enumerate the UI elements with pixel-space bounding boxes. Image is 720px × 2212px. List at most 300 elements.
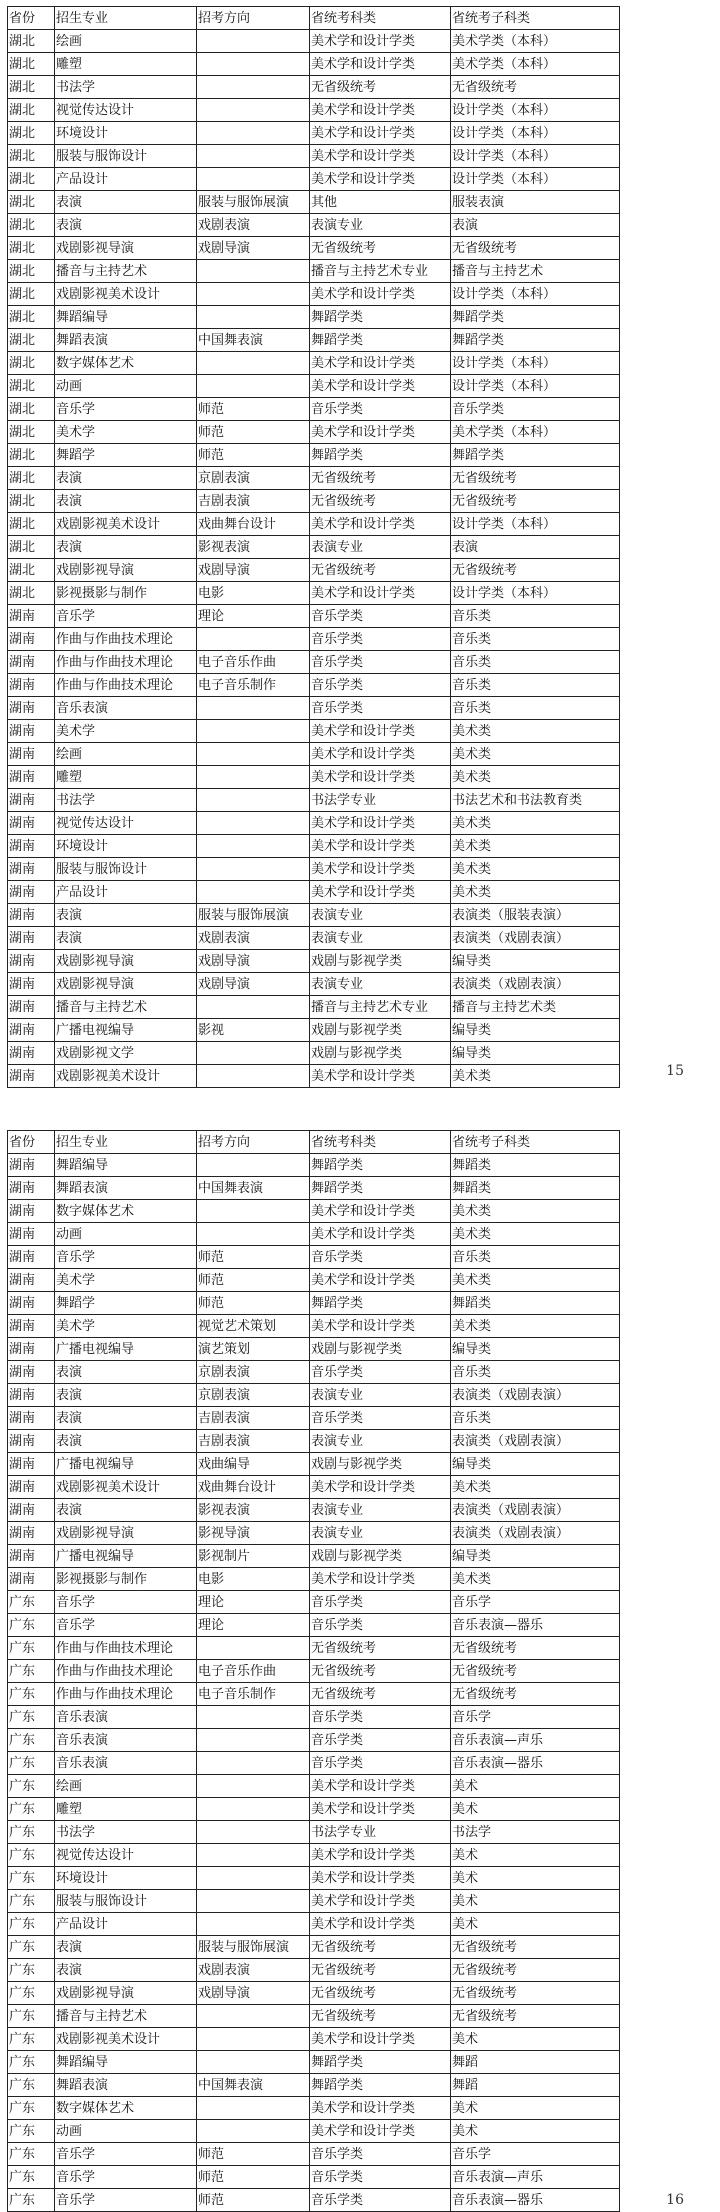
- table-row: [8, 651, 620, 674]
- cell-major: 服装与服饰设计: [55, 858, 197, 881]
- cell-exam-subcategory: 无省级统考: [451, 1959, 620, 1982]
- cell-province: 湖南: [8, 605, 55, 628]
- cell-major: 音乐学: [55, 605, 197, 628]
- cell-exam-category: 美术学和设计学类: [310, 1476, 451, 1499]
- cell-province: 湖南: [8, 1522, 55, 1545]
- cell-direction: 师范: [197, 2189, 310, 2212]
- table-row: [8, 1476, 620, 1499]
- cell-exam-subcategory: 表演类（戏剧表演）: [451, 973, 620, 996]
- cell-major: 动画: [55, 2120, 197, 2143]
- cell-major: 绘画: [55, 1775, 197, 1798]
- cell-exam-subcategory: 无省级统考: [451, 76, 620, 99]
- cell-direction: 师范: [197, 2166, 310, 2189]
- cell-exam-category: 美术学和设计学类: [310, 1775, 451, 1798]
- table-row: [8, 375, 620, 398]
- cell-exam-category: 美术学和设计学类: [310, 582, 451, 605]
- cell-major: 动画: [55, 375, 197, 398]
- cell-major: 绘画: [55, 30, 197, 53]
- cell-province: 湖南: [8, 1384, 55, 1407]
- table-row: [8, 237, 620, 260]
- cell-exam-subcategory: 美术学类（本科）: [451, 30, 620, 53]
- cell-province: 湖北: [8, 237, 55, 260]
- cell-exam-subcategory: 美术类: [451, 881, 620, 904]
- cell-exam-subcategory: 无省级统考: [451, 1660, 620, 1683]
- cell-direction: [197, 996, 310, 1019]
- cell-major: 广播电视编导: [55, 1545, 197, 1568]
- cell-direction: 服装与服饰展演: [197, 1936, 310, 1959]
- cell-major: 音乐学: [55, 398, 197, 421]
- cell-exam-category: 音乐学类: [310, 605, 451, 628]
- cell-direction: 师范: [197, 1269, 310, 1292]
- cell-exam-subcategory: 无省级统考: [451, 1982, 620, 2005]
- table-row: [8, 996, 620, 1019]
- cell-province: 湖北: [8, 191, 55, 214]
- cell-exam-subcategory: 音乐类: [451, 697, 620, 720]
- cell-exam-subcategory: 设计学类（本科）: [451, 283, 620, 306]
- cell-direction: [197, 1867, 310, 1890]
- cell-province: 湖北: [8, 398, 55, 421]
- cell-direction: 中国舞表演: [197, 1177, 310, 1200]
- table-row: [8, 1361, 620, 1384]
- cell-exam-subcategory: 音乐类: [451, 1246, 620, 1269]
- cell-exam-subcategory: 设计学类（本科）: [451, 352, 620, 375]
- cell-major: 书法学: [55, 76, 197, 99]
- cell-direction: [197, 122, 310, 145]
- cell-province: 湖南: [8, 1154, 55, 1177]
- cell-province: 湖北: [8, 283, 55, 306]
- cell-exam-subcategory: 音乐类: [451, 1361, 620, 1384]
- cell-exam-category: 舞蹈学类: [310, 1292, 451, 1315]
- table-row: [8, 513, 620, 536]
- cell-direction: 电子音乐制作: [197, 1683, 310, 1706]
- cell-direction: 吉剧表演: [197, 490, 310, 513]
- table-row: [8, 973, 620, 996]
- cell-exam-subcategory: 表演类（戏剧表演）: [451, 1430, 620, 1453]
- cell-exam-subcategory: 美术: [451, 2097, 620, 2120]
- table-row: [8, 628, 620, 651]
- cell-major: 播音与主持艺术: [55, 996, 197, 1019]
- cell-province: 湖南: [8, 950, 55, 973]
- table-row: [8, 1660, 620, 1683]
- table-row: [8, 260, 620, 283]
- cell-direction: 影视表演: [197, 536, 310, 559]
- table-row: [8, 2166, 620, 2189]
- table-row: [8, 1752, 620, 1775]
- header-cell: 省统考子科类: [451, 7, 620, 30]
- table-row: [8, 674, 620, 697]
- cell-direction: 戏曲编导: [197, 1453, 310, 1476]
- page-number: 15: [666, 1063, 684, 1079]
- cell-exam-category: 其他: [310, 191, 451, 214]
- cell-exam-category: 美术学和设计学类: [310, 1913, 451, 1936]
- cell-direction: 服装与服饰展演: [197, 191, 310, 214]
- cell-exam-category: 无省级统考: [310, 1936, 451, 1959]
- cell-province: 广东: [8, 1798, 55, 1821]
- table-row: [8, 2189, 620, 2212]
- cell-major: 表演: [55, 1384, 197, 1407]
- cell-major: 音乐学: [55, 1614, 197, 1637]
- cell-exam-subcategory: 舞蹈类: [451, 1154, 620, 1177]
- cell-exam-category: 戏剧与影视学类: [310, 1042, 451, 1065]
- cell-major: 广播电视编导: [55, 1019, 197, 1042]
- cell-major: 表演: [55, 467, 197, 490]
- cell-direction: [197, 260, 310, 283]
- cell-exam-category: 无省级统考: [310, 1660, 451, 1683]
- cell-exam-category: 无省级统考: [310, 467, 451, 490]
- header-cell: 招考方向: [197, 7, 310, 30]
- cell-exam-category: 音乐学类: [310, 1729, 451, 1752]
- cell-exam-subcategory: 服装表演: [451, 191, 620, 214]
- cell-major: 服装与服饰设计: [55, 145, 197, 168]
- cell-province: 广东: [8, 2143, 55, 2166]
- cell-province: 湖南: [8, 1361, 55, 1384]
- cell-exam-subcategory: 美术类: [451, 1269, 620, 1292]
- cell-province: 湖北: [8, 53, 55, 76]
- cell-exam-subcategory: 美术学类（本科）: [451, 421, 620, 444]
- cell-direction: 电影: [197, 582, 310, 605]
- cell-exam-category: 音乐学类: [310, 651, 451, 674]
- cell-exam-subcategory: 舞蹈学类: [451, 329, 620, 352]
- cell-province: 广东: [8, 1729, 55, 1752]
- cell-major: 环境设计: [55, 122, 197, 145]
- cell-exam-subcategory: 美术: [451, 2120, 620, 2143]
- cell-exam-subcategory: 无省级统考: [451, 1683, 620, 1706]
- cell-exam-category: 音乐学类: [310, 697, 451, 720]
- cell-exam-category: 美术学和设计学类: [310, 1867, 451, 1890]
- cell-major: 音乐表演: [55, 1706, 197, 1729]
- cell-exam-category: 美术学和设计学类: [310, 1269, 451, 1292]
- cell-exam-category: 音乐学类: [310, 2143, 451, 2166]
- cell-major: 舞蹈学: [55, 444, 197, 467]
- cell-direction: 视觉艺术策划: [197, 1315, 310, 1338]
- table-row: [8, 697, 620, 720]
- cell-exam-subcategory: 表演类（戏剧表演）: [451, 1522, 620, 1545]
- cell-direction: [197, 766, 310, 789]
- cell-province: 广东: [8, 2189, 55, 2212]
- cell-exam-category: 音乐学类: [310, 628, 451, 651]
- cell-direction: [197, 1200, 310, 1223]
- cell-province: 湖南: [8, 927, 55, 950]
- cell-direction: [197, 352, 310, 375]
- cell-exam-subcategory: 播音与主持艺术类: [451, 996, 620, 1019]
- cell-province: 湖南: [8, 858, 55, 881]
- cell-exam-category: 表演专业: [310, 1430, 451, 1453]
- cell-exam-subcategory: 无省级统考: [451, 2005, 620, 2028]
- cell-province: 湖南: [8, 1292, 55, 1315]
- table-row: [8, 1568, 620, 1591]
- cell-major: 音乐学: [55, 2166, 197, 2189]
- cell-province: 广东: [8, 1660, 55, 1683]
- cell-province: 广东: [8, 1821, 55, 1844]
- cell-exam-category: 美术学和设计学类: [310, 168, 451, 191]
- cell-exam-subcategory: 音乐类: [451, 651, 620, 674]
- cell-direction: [197, 306, 310, 329]
- cell-exam-subcategory: 书法艺术和书法教育类: [451, 789, 620, 812]
- cell-exam-subcategory: 美术类: [451, 1223, 620, 1246]
- cell-province: 湖南: [8, 1453, 55, 1476]
- cell-direction: [197, 2120, 310, 2143]
- cell-exam-subcategory: 音乐类: [451, 674, 620, 697]
- cell-major: 表演: [55, 1959, 197, 1982]
- cell-province: 广东: [8, 1706, 55, 1729]
- cell-exam-subcategory: 表演: [451, 536, 620, 559]
- cell-exam-category: 舞蹈学类: [310, 329, 451, 352]
- cell-exam-subcategory: 美术类: [451, 720, 620, 743]
- cell-exam-category: 美术学和设计学类: [310, 2120, 451, 2143]
- cell-province: 广东: [8, 1775, 55, 1798]
- cell-major: 视觉传达设计: [55, 812, 197, 835]
- cell-province: 湖南: [8, 651, 55, 674]
- cell-exam-category: 播音与主持艺术专业: [310, 996, 451, 1019]
- cell-direction: [197, 720, 310, 743]
- table-row: [8, 1177, 620, 1200]
- cell-major: 广播电视编导: [55, 1338, 197, 1361]
- cell-major: 表演: [55, 904, 197, 927]
- cell-major: 作曲与作曲技术理论: [55, 1683, 197, 1706]
- table-row: [8, 858, 620, 881]
- cell-province: 湖南: [8, 881, 55, 904]
- table-row: [8, 306, 620, 329]
- cell-major: 舞蹈编导: [55, 1154, 197, 1177]
- table-row: [8, 1019, 620, 1042]
- cell-exam-category: 美术学和设计学类: [310, 1315, 451, 1338]
- table-row: [8, 2120, 620, 2143]
- cell-province: 广东: [8, 1867, 55, 1890]
- cell-exam-subcategory: 无省级统考: [451, 559, 620, 582]
- cell-exam-subcategory: 音乐表演—器乐: [451, 2189, 620, 2212]
- cell-direction: 电子音乐作曲: [197, 651, 310, 674]
- cell-exam-subcategory: 美术类: [451, 1315, 620, 1338]
- table-row: [8, 1269, 620, 1292]
- cell-province: 湖南: [8, 720, 55, 743]
- table-row: [8, 605, 620, 628]
- cell-province: 广东: [8, 1982, 55, 2005]
- cell-exam-category: 美术学和设计学类: [310, 743, 451, 766]
- cell-direction: 师范: [197, 398, 310, 421]
- cell-major: 表演: [55, 927, 197, 950]
- cell-exam-subcategory: 舞蹈: [451, 2051, 620, 2074]
- cell-exam-category: 美术学和设计学类: [310, 812, 451, 835]
- cell-exam-category: 音乐学类: [310, 2166, 451, 2189]
- cell-major: 戏剧影视导演: [55, 1982, 197, 2005]
- cell-exam-category: 音乐学类: [310, 2189, 451, 2212]
- table-row: [8, 835, 620, 858]
- cell-direction: 师范: [197, 2143, 310, 2166]
- page-number: 16: [666, 2192, 684, 2208]
- table-row: [8, 168, 620, 191]
- cell-major: 环境设计: [55, 835, 197, 858]
- cell-province: 湖南: [8, 1200, 55, 1223]
- table-row: [8, 559, 620, 582]
- cell-direction: [197, 835, 310, 858]
- table-row: [8, 1959, 620, 1982]
- cell-exam-category: 美术学和设计学类: [310, 1890, 451, 1913]
- cell-major: 戏剧影视美术设计: [55, 1476, 197, 1499]
- cell-major: 美术学: [55, 421, 197, 444]
- cell-province: 广东: [8, 1844, 55, 1867]
- cell-province: 湖北: [8, 444, 55, 467]
- cell-exam-category: 无省级统考: [310, 1959, 451, 1982]
- cell-exam-category: 无省级统考: [310, 1683, 451, 1706]
- table-row: [8, 2143, 620, 2166]
- cell-direction: [197, 2005, 310, 2028]
- table-row: [8, 1042, 620, 1065]
- cell-direction: [197, 1729, 310, 1752]
- cell-exam-category: 美术学和设计学类: [310, 145, 451, 168]
- cell-province: 湖北: [8, 260, 55, 283]
- cell-exam-category: 无省级统考: [310, 1982, 451, 2005]
- cell-exam-category: 表演专业: [310, 1522, 451, 1545]
- cell-direction: 理论: [197, 605, 310, 628]
- cell-province: 广东: [8, 1959, 55, 1982]
- cell-exam-category: 表演专业: [310, 1499, 451, 1522]
- cell-exam-subcategory: 无省级统考: [451, 237, 620, 260]
- cell-exam-subcategory: 美术类: [451, 858, 620, 881]
- table-row: [8, 812, 620, 835]
- table-row: [8, 53, 620, 76]
- header-cell: 省统考科类: [310, 1131, 451, 1154]
- cell-province: 湖南: [8, 1476, 55, 1499]
- cell-major: 音乐表演: [55, 1752, 197, 1775]
- cell-exam-category: 美术学和设计学类: [310, 835, 451, 858]
- table-row: [8, 1292, 620, 1315]
- cell-major: 绘画: [55, 743, 197, 766]
- cell-direction: [197, 1821, 310, 1844]
- cell-direction: [197, 168, 310, 191]
- cell-direction: [197, 1913, 310, 1936]
- table-row: [8, 2051, 620, 2074]
- cell-direction: [197, 53, 310, 76]
- cell-major: 广播电视编导: [55, 1453, 197, 1476]
- cell-major: 戏剧影视美术设计: [55, 513, 197, 536]
- cell-province: 广东: [8, 1890, 55, 1913]
- cell-major: 舞蹈表演: [55, 1177, 197, 1200]
- cell-province: 湖北: [8, 352, 55, 375]
- cell-province: 湖南: [8, 1246, 55, 1269]
- table-row: [8, 1913, 620, 1936]
- cell-exam-subcategory: 表演: [451, 214, 620, 237]
- cell-province: 湖南: [8, 1223, 55, 1246]
- cell-direction: [197, 1637, 310, 1660]
- cell-province: 湖北: [8, 421, 55, 444]
- cell-exam-subcategory: 美术类: [451, 1568, 620, 1591]
- cell-direction: [197, 76, 310, 99]
- cell-province: 湖南: [8, 1065, 55, 1088]
- cell-exam-subcategory: 美术: [451, 1775, 620, 1798]
- cell-direction: 吉剧表演: [197, 1407, 310, 1430]
- cell-province: 湖南: [8, 1269, 55, 1292]
- cell-province: 湖北: [8, 122, 55, 145]
- cell-major: 雕塑: [55, 1798, 197, 1821]
- cell-province: 湖南: [8, 1545, 55, 1568]
- cell-exam-subcategory: 播音与主持艺术: [451, 260, 620, 283]
- cell-direction: [197, 30, 310, 53]
- table-row: [8, 490, 620, 513]
- cell-major: 音乐表演: [55, 697, 197, 720]
- cell-exam-category: 美术学和设计学类: [310, 2028, 451, 2051]
- cell-direction: 师范: [197, 1246, 310, 1269]
- admission-table: [7, 6, 620, 1088]
- cell-major: 舞蹈学: [55, 1292, 197, 1315]
- cell-province: 湖南: [8, 1019, 55, 1042]
- cell-exam-category: 戏剧与影视学类: [310, 1545, 451, 1568]
- table-row: [8, 99, 620, 122]
- cell-direction: 吉剧表演: [197, 1430, 310, 1453]
- table-row: [8, 582, 620, 605]
- cell-province: 湖北: [8, 536, 55, 559]
- cell-exam-subcategory: 美术: [451, 1867, 620, 1890]
- table-row: [8, 329, 620, 352]
- cell-major: 戏剧影视导演: [55, 559, 197, 582]
- cell-exam-category: 美术学和设计学类: [310, 375, 451, 398]
- cell-province: 湖南: [8, 973, 55, 996]
- cell-province: 湖南: [8, 628, 55, 651]
- document-page-16: [0, 1120, 720, 2212]
- cell-direction: [197, 2051, 310, 2074]
- cell-direction: 京剧表演: [197, 467, 310, 490]
- cell-province: 湖北: [8, 375, 55, 398]
- cell-exam-subcategory: 美术学类（本科）: [451, 53, 620, 76]
- table-row: [8, 421, 620, 444]
- cell-exam-subcategory: 舞蹈学类: [451, 444, 620, 467]
- cell-exam-subcategory: 美术: [451, 1798, 620, 1821]
- cell-province: 湖南: [8, 1568, 55, 1591]
- table-row: [8, 1614, 620, 1637]
- cell-exam-category: 舞蹈学类: [310, 306, 451, 329]
- cell-exam-subcategory: 表演类（戏剧表演）: [451, 1384, 620, 1407]
- cell-province: 湖北: [8, 168, 55, 191]
- cell-direction: 戏剧导演: [197, 237, 310, 260]
- cell-province: 广东: [8, 1591, 55, 1614]
- cell-exam-category: 表演专业: [310, 927, 451, 950]
- header-cell: 省统考科类: [310, 7, 451, 30]
- cell-major: 戏剧影视导演: [55, 950, 197, 973]
- table-row: [8, 1246, 620, 1269]
- cell-direction: 影视: [197, 1019, 310, 1042]
- cell-direction: [197, 283, 310, 306]
- cell-major: 影视摄影与制作: [55, 582, 197, 605]
- cell-major: 视觉传达设计: [55, 99, 197, 122]
- cell-exam-subcategory: 舞蹈类: [451, 1177, 620, 1200]
- cell-exam-category: 音乐学类: [310, 1614, 451, 1637]
- cell-exam-category: 美术学和设计学类: [310, 352, 451, 375]
- cell-major: 作曲与作曲技术理论: [55, 651, 197, 674]
- cell-major: 表演: [55, 1499, 197, 1522]
- cell-major: 舞蹈表演: [55, 2074, 197, 2097]
- table-row: [8, 1591, 620, 1614]
- table-row: [8, 398, 620, 421]
- cell-province: 湖南: [8, 812, 55, 835]
- cell-exam-category: 美术学和设计学类: [310, 881, 451, 904]
- cell-province: 湖南: [8, 835, 55, 858]
- cell-exam-category: 美术学和设计学类: [310, 1200, 451, 1223]
- cell-direction: 戏剧导演: [197, 950, 310, 973]
- cell-direction: 京剧表演: [197, 1384, 310, 1407]
- cell-exam-category: 无省级统考: [310, 490, 451, 513]
- cell-exam-subcategory: 无省级统考: [451, 1936, 620, 1959]
- cell-province: 湖南: [8, 996, 55, 1019]
- cell-exam-category: 舞蹈学类: [310, 1177, 451, 1200]
- cell-province: 湖南: [8, 1338, 55, 1361]
- cell-province: 湖南: [8, 1177, 55, 1200]
- cell-major: 美术学: [55, 720, 197, 743]
- table-row: [8, 1453, 620, 1476]
- table-row: [8, 950, 620, 973]
- cell-exam-subcategory: 音乐学: [451, 1591, 620, 1614]
- table-row: [8, 1407, 620, 1430]
- cell-exam-subcategory: 美术类: [451, 1065, 620, 1088]
- cell-exam-category: 舞蹈学类: [310, 1154, 451, 1177]
